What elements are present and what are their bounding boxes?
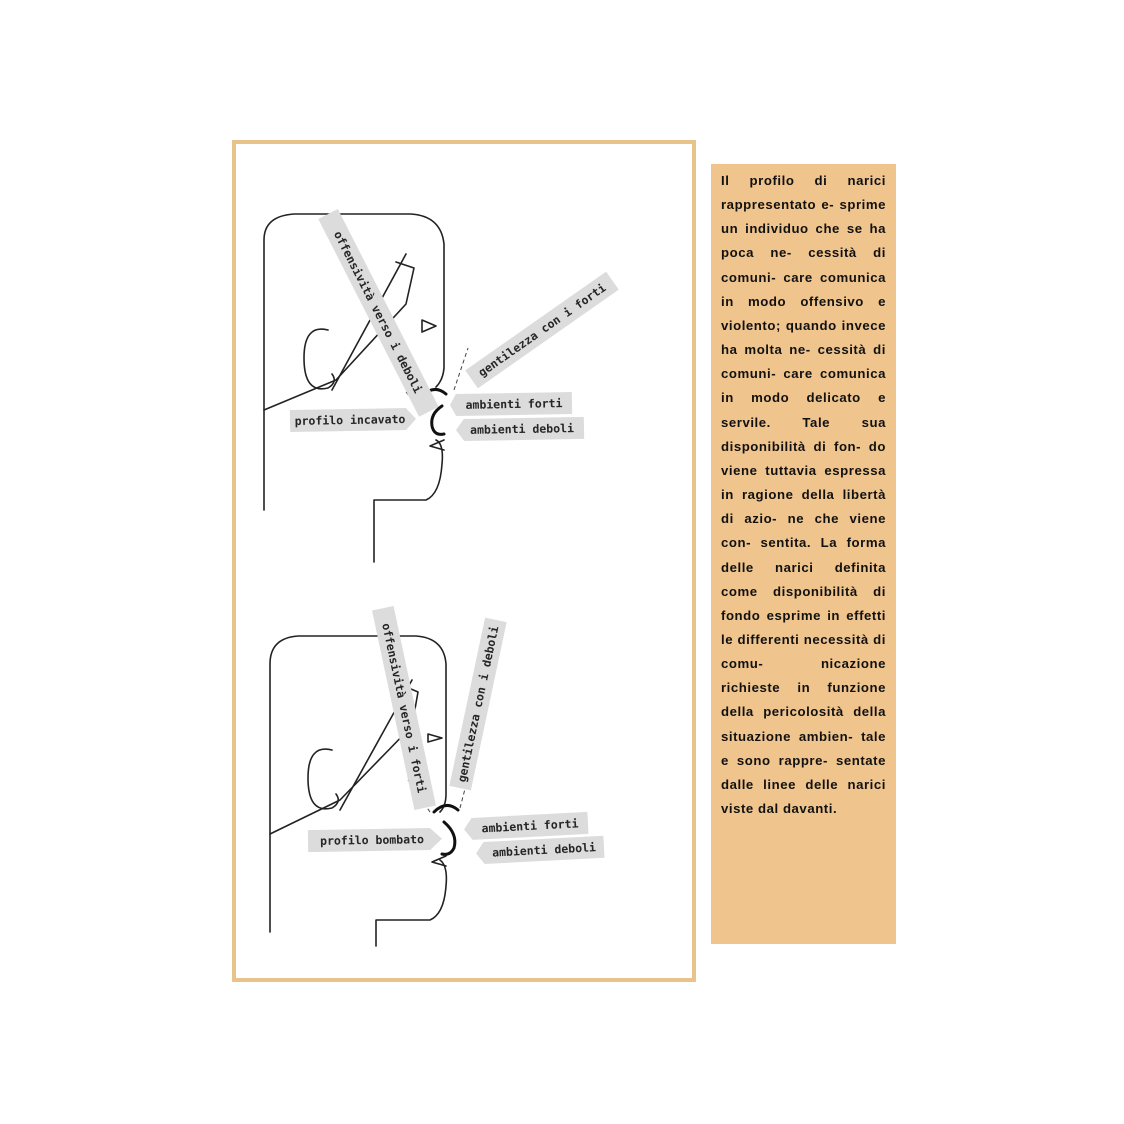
ear-bottom: [308, 749, 338, 809]
ear-top: [304, 329, 334, 389]
nostril-lower-top: [432, 406, 444, 434]
label-profilo-top: profilo incavato: [294, 412, 406, 428]
label-ambienti-forti-bottom: ambienti forti: [481, 816, 579, 836]
profile-diagram-bottom: [270, 606, 604, 946]
guide-line-2-top: [454, 348, 468, 390]
nostril-upper-bottom: [434, 805, 458, 812]
chin-top: [374, 440, 442, 562]
text-panel: [711, 164, 896, 944]
label-ambienti-forti-top: ambienti forti: [465, 396, 563, 412]
eye-top: [422, 320, 436, 332]
label-ambienti-deboli-bottom: ambienti deboli: [491, 840, 597, 860]
label-profilo-bottom: profilo bombato: [319, 832, 425, 848]
nostril-lower-bottom: [442, 822, 455, 854]
description-text: Il profilo di narici rappresentato e- sprime un individuo che se ha poca ne- cessità di comuni- care comunica in modo offensivo e violento; quando invece ha molta ne- cessità di comuni- care comunica in modo delicato e servile. Tale sua disponibilità di fon- do viene tuttavia espressa in ragione della libertà di azio- ne che viene con- sentita. La forma delle narici definita come disponibilità di fondo esprime in effetti le differenti necessità di comu- nicazione richieste in funzione della pericolosità della situazione ambien- tale e sono rappre- sentate dalle linee delle narici viste dal davanti.: [721, 173, 886, 817]
label-ambienti-deboli-top: ambienti deboli: [469, 421, 575, 437]
label-offensivita-top: offensività verso i deboli: [330, 228, 426, 396]
profile-diagrams: [236, 144, 692, 978]
label-offensivita-bottom: offensività verso i forti: [379, 621, 429, 795]
label-gentilezza-bottom: gentilezza con i deboli: [454, 624, 502, 784]
profile-diagram-top: [264, 209, 619, 562]
figure-frame: [232, 140, 696, 982]
chin-bottom: [376, 860, 446, 946]
label-gentilezza-top: gentilezza con i forti: [475, 280, 609, 380]
eye-bottom: [428, 734, 442, 742]
